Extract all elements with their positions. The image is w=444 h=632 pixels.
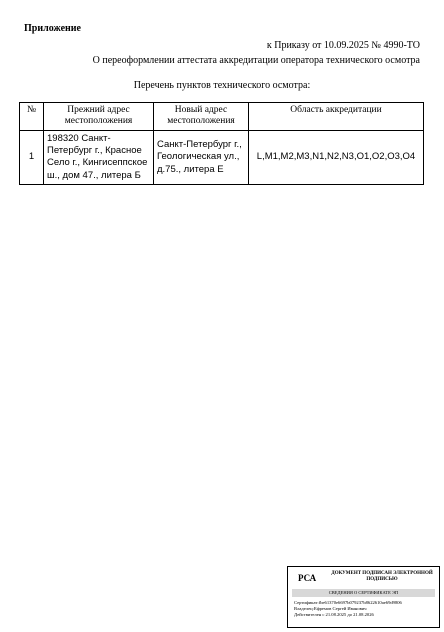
- certificate-owner: Владелец:Ефремов Сергей Иванович: [294, 606, 367, 612]
- cell-old-address: 198320 Санкт-Петербург г., Красное Село г., Кингисеппское ш., дом 47., литера Б: [44, 130, 154, 184]
- inspection-points-table: [19, 102, 424, 185]
- certificate-validity: Действителен с 21.08.2025 до 21.08.2026: [294, 612, 374, 618]
- document-subject: О переоформлении аттестата аккредитации оператора технического осмотра: [92, 55, 420, 66]
- document-heading: Приложение: [24, 23, 81, 34]
- electronic-signature-stamp: [287, 566, 440, 628]
- header-old-address: Прежний адрес местоположения: [44, 103, 154, 131]
- certificate-id: Сертификат:fbe61370e6697b079237b8622610ae69d9806: [294, 600, 402, 605]
- header-new-address: Новый адрес местоположения: [154, 103, 249, 131]
- rsa-logo: РСА: [298, 573, 317, 583]
- cell-new-address: Санкт-Петербург г., Геологическая ул., д.75., литера Е: [154, 130, 249, 184]
- table-row: [20, 130, 424, 184]
- certificate-info-bar: СВЕДЕНИЯ О СЕРТИФИКАТЕ ЭП: [292, 589, 435, 597]
- signature-title: ДОКУМЕНТ ПОДПИСАН ЭЛЕКТРОННОЙ ПОДПИСЬЮ: [331, 571, 433, 582]
- table-header-row: [20, 103, 424, 131]
- cell-num: 1: [20, 130, 44, 184]
- header-area: Область аккредитации: [249, 103, 424, 131]
- order-reference: к Приказу от 10.09.2025 № 4990-ТО: [266, 40, 420, 51]
- cell-area: L,M1,M2,M3,N1,N2,N3,O1,O2,O3,O4: [249, 130, 424, 184]
- list-title: Перечень пунктов технического осмотра:: [133, 80, 311, 91]
- certificate-details: [294, 600, 437, 619]
- header-num: №: [20, 103, 44, 131]
